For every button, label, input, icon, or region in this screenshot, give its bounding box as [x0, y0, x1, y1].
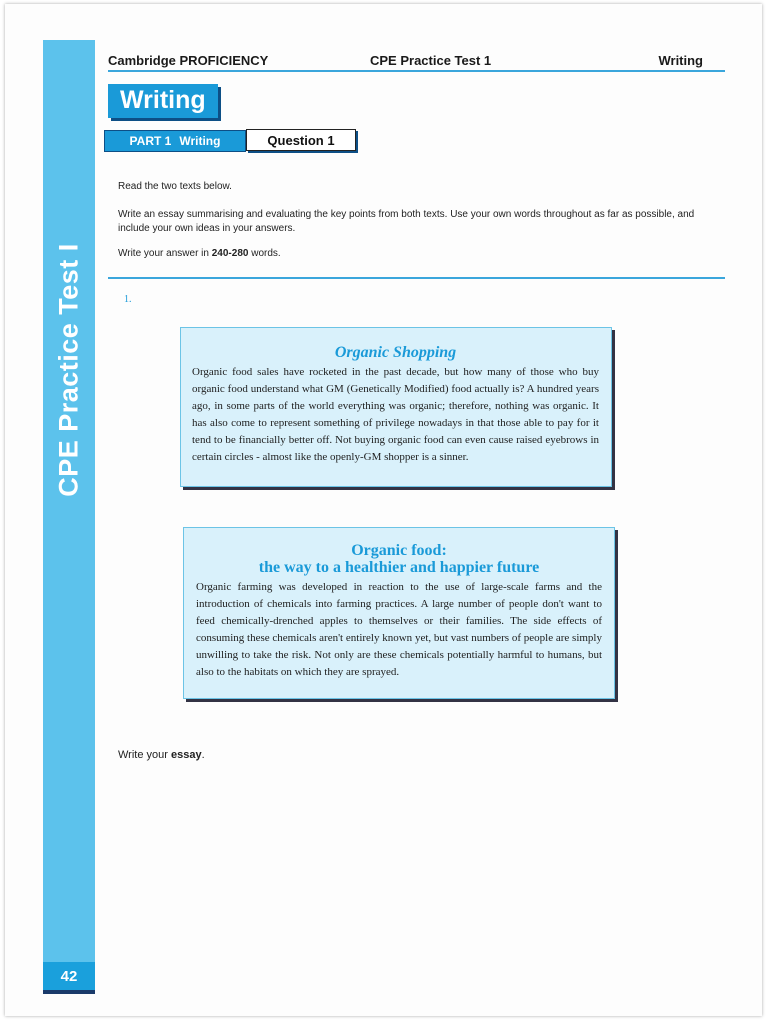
text-box-organic-shopping	[180, 327, 612, 487]
question-label: Question 1	[246, 129, 356, 151]
task-instruction: Write your essay.	[118, 749, 205, 761]
instruction-read: Read the two texts below.	[118, 181, 232, 192]
word-count: 240-280	[211, 248, 249, 259]
section-title: Writing	[108, 84, 218, 118]
side-title: CPE Practice Test I	[53, 243, 84, 497]
text2-body: Organic farming was developed in reaction to the use of large-scale farms and the introduction of chemicals into farming practices. A large number of people don't want to feed chemically-drenched apples to themselves or their families. The side effects of consuming these chemicals aren't entirely known yet, but vast numbers of people are simply unwilling to take the risk. Not only are these chemicals potentially harmful to humans, but also to the habitats on which they are sprayed.	[196, 581, 602, 678]
page-header	[108, 52, 725, 72]
side-strip	[43, 40, 95, 994]
task-type: essay	[170, 749, 202, 761]
question-number: 1.	[124, 294, 132, 305]
page-number: 42	[43, 962, 95, 990]
header-left: Cambridge PROFICIENCY	[108, 53, 269, 68]
part-label	[104, 130, 246, 152]
header-right: Writing	[658, 53, 703, 68]
text2-title: Organic food: the way to a healthier and happier future	[258, 542, 540, 576]
instruction-word-count: Write your answer in 240-280 words.	[118, 248, 281, 259]
header-center: CPE Practice Test 1	[370, 53, 492, 68]
part-number: PART 1	[129, 134, 172, 148]
divider	[108, 277, 725, 279]
text1-title: Organic Shopping	[334, 344, 457, 361]
page-number-bar	[43, 990, 95, 994]
text-box-organic-food	[183, 527, 615, 699]
part-name: Writing	[179, 134, 221, 148]
text1-body: Organic food sales have rocketed in the past decade, but how many of those who buy organic food understand what GM (Genetically Modified) food actually is? A hundred years ago, in some parts of the world everything was organic; therefore, nothing was organic. It has also come to represent something of privilege nowadays in that those able to pay for it tend to be financially better off. Not buying organic food can even cause raised eyebrows in certain circles - almost like the openly-GM shopper is a sinner.	[192, 366, 599, 463]
instruction-write: Write an essay summarising and evaluating the key points from both texts. Use your own words throughout as far as possible, and include your own ideas in your answers.	[118, 209, 695, 234]
page	[5, 4, 762, 1016]
